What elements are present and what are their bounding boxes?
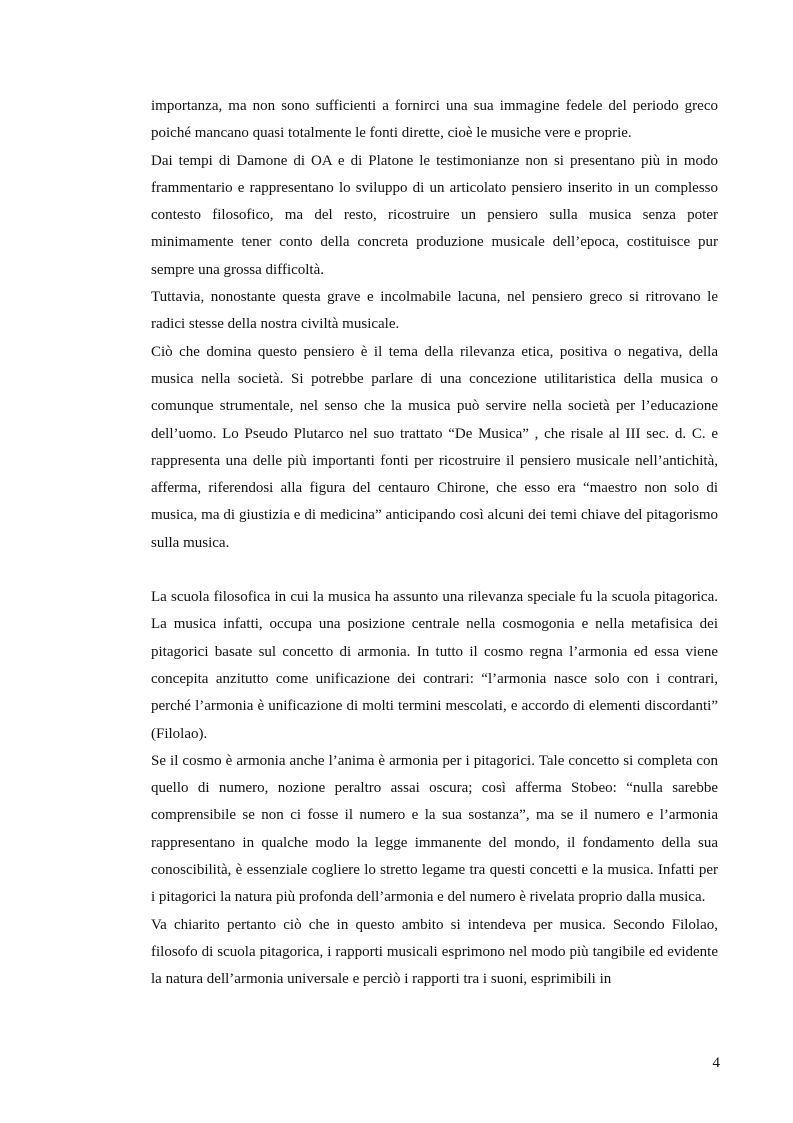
paragraph-2: Dai tempi di Damone di OA e di Platone le testimonianze non si presentano più in modo frammentario e rappresentano lo sviluppo di un articolato pensiero inserito in un complesso contesto filosofico, ma del resto, ricostruire un pensiero sulla musica senza poter minimamente tener conto della concreta produzione musicale dell’epoca, costituisce pur sempre una grossa difficoltà.: [151, 152, 718, 278]
body-text: [151, 93, 718, 994]
paragraph-3: Tuttavia, nonostante questa grave e incolmabile lacuna, nel pensiero greco si ritrovano le radici stesse della nostra civiltà musicale.: [151, 289, 718, 333]
paragraph-1: importanza, ma non sono sufficienti a fornirci una sua immagine fedele del periodo greco poiché mancano quasi totalmente le fonti dirette, cioè le musiche vere e proprie.: [151, 98, 718, 142]
paragraph-6: Se il cosmo è armonia anche l’anima è armonia per i pitagorici. Tale concetto si completa con quello di numero, nozione peraltro assai oscura; così afferma Stobeo: “nulla sarebbe comprensibile se non ci fosse il numero e la sua sostanza”, ma se il numero e l’armonia rappresentano in qualche modo la legge immanente del mondo, il fondamento della sua conoscibilità, è essenziale cogliere lo stretto legame tra questi concetti e la musica. Infatti per i pitagorici la natura più profonda dell’armonia e del numero è rivelata proprio dalla musica.: [151, 752, 718, 906]
paragraph-4: Ciò che domina questo pensiero è il tema della rilevanza etica, positiva o negativa, della musica nella società. Si potrebbe parlare di una concezione utilitaristica della musica o comunque strumentale, nel senso che la musica può servire nella società per l’educazione dell’uomo. Lo Pseudo Plutarco nel suo trattato “De Musica” , che risale al III sec. d. C. e rappresenta una delle più importanti fonti per ricostruire il pensiero musicale nell’antichità, afferma, riferendosi alla figura del centauro Chirone, che esso era “maestro non solo di musica, ma di giustizia e di medicina” anticipando così alcuni dei temi chiave del pitagorismo sulla musica.: [151, 343, 718, 551]
paragraph-7: Va chiarito pertanto ciò che in questo ambito si intendeva per musica. Secondo Filolao, filosofo di scuola pitagorica, i rapporti musicali esprimono nel modo più tangibile ed evidente la natura dell’armonia universale e perciò i rapporti tra i suoni, esprimibili in: [151, 916, 718, 988]
page-number: 4: [712, 1055, 720, 1071]
paragraph-5: La scuola filosofica in cui la musica ha assunto una rilevanza speciale fu la scuola pitagorica. La musica infatti, occupa una posizione centrale nella cosmogonia e nella metafisica dei pitagorici basate sul concetto di armonia. In tutto il cosmo regna l’armonia ed essa viene concepita anzitutto come unificazione dei contrari: “l’armonia nasce solo con i contrari, perché l’armonia è unificazione di molti termini mescolati, e accordo di elementi discordanti” (Filolao).: [151, 589, 718, 742]
